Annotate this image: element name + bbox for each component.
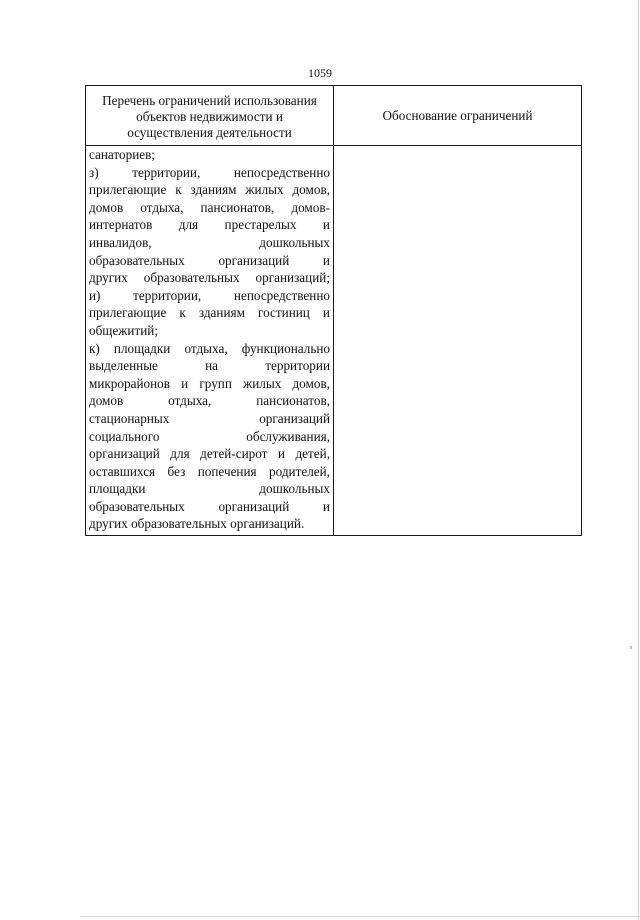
text-line: других образовательных организаций. [89,516,305,532]
text-line: прилегающие к зданиям гостиниц и [89,305,330,321]
text-line: стационарных организаций [89,410,330,426]
text-line: санаториев; [89,147,156,162]
text-line: микрорайонов и групп жилых домов, [89,375,330,391]
text-line: к) площадки отдыха, функционально [89,340,330,356]
header-left-line-1: Перечень ограничений использования [102,92,317,108]
restrictions-table [85,85,582,536]
text-line: прилегающие к зданиям жилых домов, [89,182,330,198]
text-line: площадки дошкольных [89,481,330,497]
header-left-line-3: осуществления деятельности [127,124,292,140]
text-line: оставшихся без попечения родителей, [89,463,330,479]
restrictions-cell [86,146,334,536]
text-line: социального обслуживания, [89,428,330,444]
text-line: домов отдыха, пансионатов, домов- [89,199,330,215]
justification-cell [334,146,582,536]
scan-speck [630,646,632,649]
text-line: образовательных организаций и [89,498,330,514]
text-line: инвалидов, дошкольных [89,234,330,250]
header-left-line-2: объектов недвижимости и [136,108,283,124]
text-line: з) территории, непосредственно [89,164,330,180]
scan-edge [638,0,639,920]
text-line: выделенные на территории [89,358,330,374]
header-justification: Обоснование ограничений [334,86,582,146]
page-number: 1059 [308,66,332,80]
text-line: образовательных организаций и [89,252,330,268]
text-line: и) территории, непосредственно [89,287,330,303]
table-header-row [86,86,582,146]
table-body-row [86,146,582,536]
text-line: домов отдыха, пансионатов, [89,393,330,409]
header-restrictions-list [86,86,334,146]
text-line: организаций для детей-сирот и детей, [89,446,330,462]
text-line: общежитий; [89,322,159,338]
scan-edge [80,916,640,917]
text-line: интернатов для престарелых и [89,217,330,233]
text-line: других образовательных организаций; [89,270,330,286]
